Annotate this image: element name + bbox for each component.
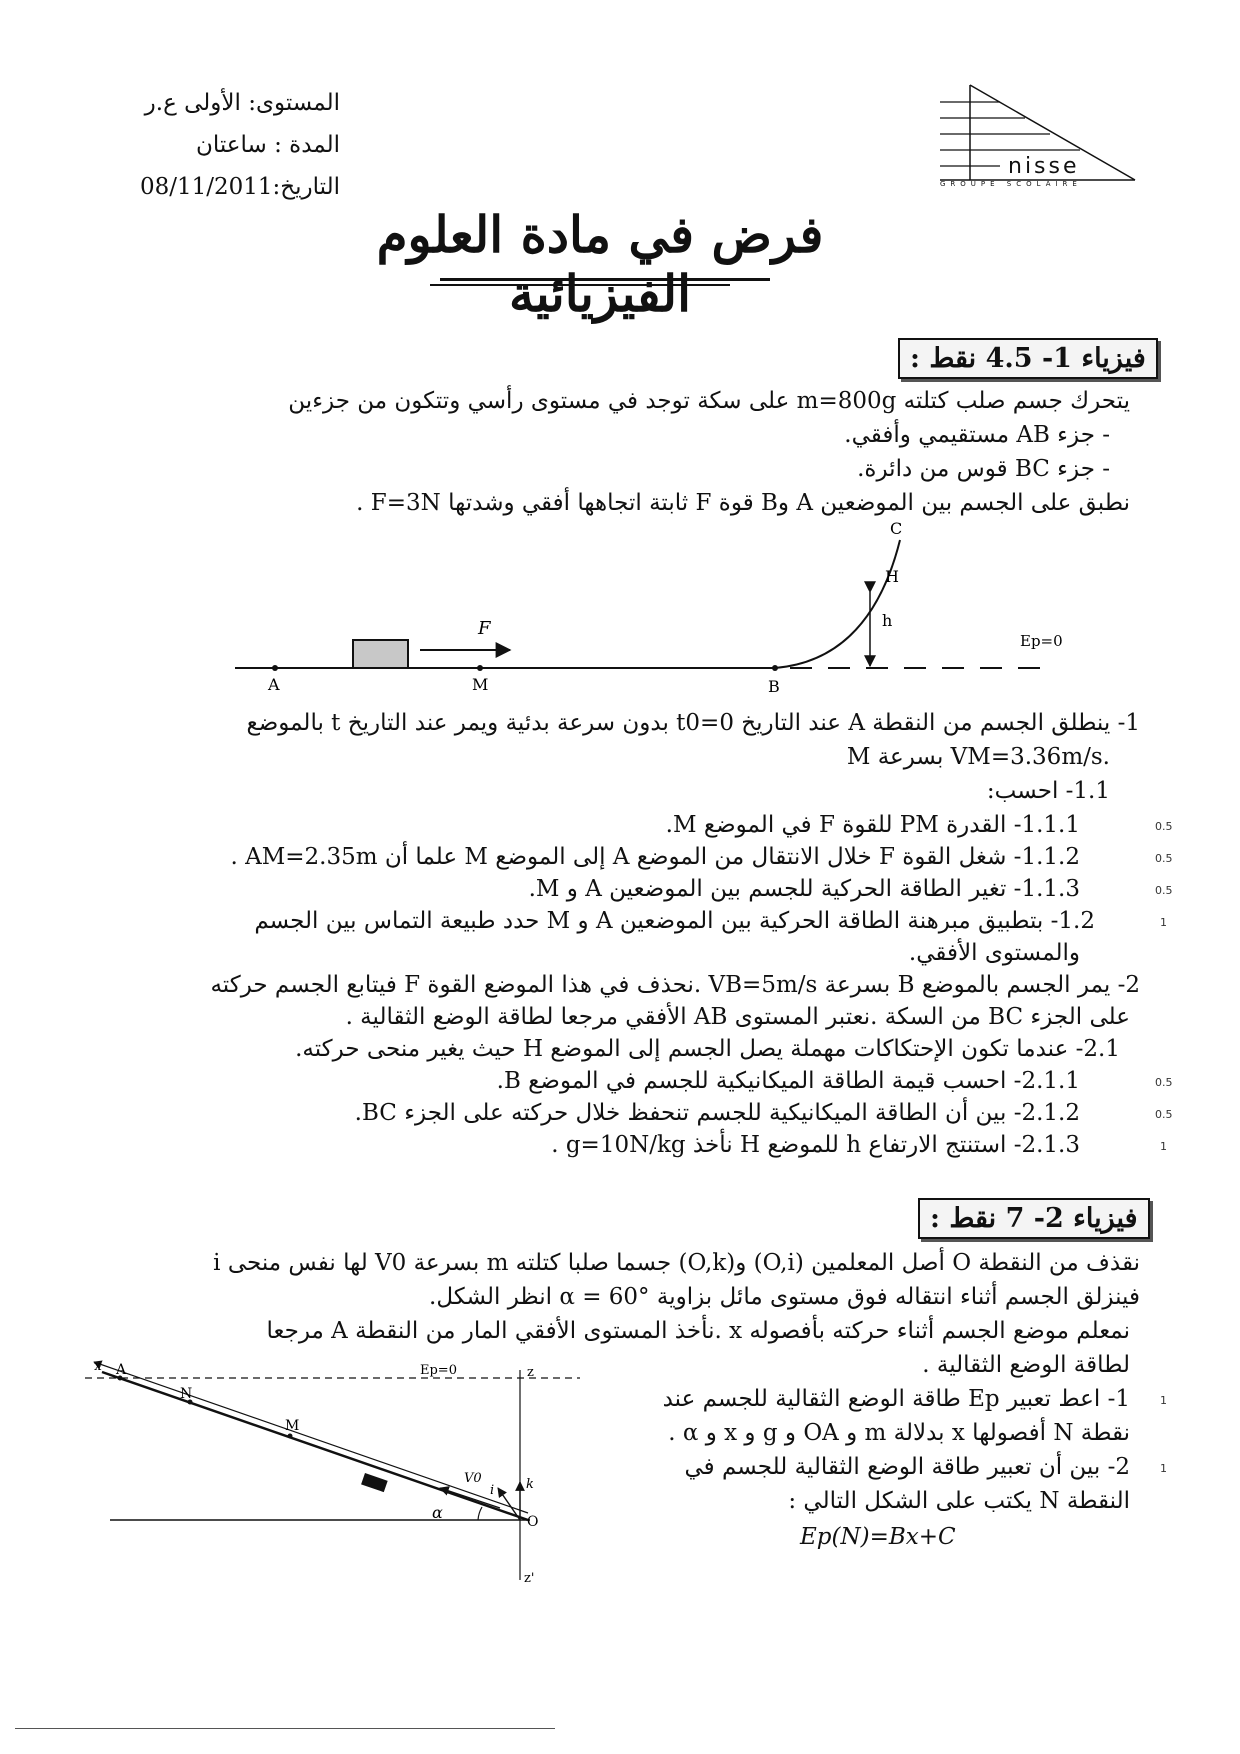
item-1-2: 1.2- بتطبيق مبرهنة الطاقة الحركية بين الموضعين A و M حدد طبيعة التماس بين الجسم bbox=[254, 908, 1095, 934]
school-logo bbox=[940, 80, 1140, 190]
section1-heading: فيزياء 1- 4.5 نقط : bbox=[898, 338, 1158, 379]
footer-rule bbox=[15, 1728, 555, 1729]
s2-q2: 2- بين أن تعبير طاقة الوضع الثقالية للجسم في bbox=[684, 1454, 1130, 1480]
section2-intro-line: فينزلق الجسم أثناء انتقاله فوق مستوى مائل بزاوية α = 60° انظر الشكل. bbox=[429, 1284, 1140, 1310]
s2-pts-2: 1 bbox=[1160, 1462, 1167, 1475]
title-underline bbox=[440, 278, 770, 281]
header-date: التاريخ:08/11/2011 bbox=[139, 174, 340, 200]
item-2-cont: على الجزء BC من السكة .نعتبر المستوى AB الأفقي مرجعا لطاقة الوضع الثقالية . bbox=[345, 1004, 1130, 1030]
solid-block bbox=[353, 640, 408, 668]
pts-1-1-2: 0.5 bbox=[1155, 852, 1173, 865]
section2-intro-line: لطاقة الوضع الثقالية . bbox=[922, 1352, 1130, 1378]
incline-plane bbox=[102, 1372, 528, 1520]
item-2-1-3: 2.1.3- استنتج الارتفاع h للموضع H نأخذ g=10N/kg . bbox=[551, 1132, 1080, 1158]
figure-2-incline bbox=[80, 1359, 600, 1600]
item-1-2-cont: والمستوى الأفقي. bbox=[908, 940, 1080, 966]
label-Ep: Ep=0 bbox=[1020, 632, 1063, 650]
label-h: h bbox=[882, 611, 893, 630]
s2-pts-1: 1 bbox=[1160, 1394, 1167, 1407]
s2-q1: 1- اعط تعبير Ep طاقة الوضع الثقالية للجسم عند bbox=[662, 1386, 1130, 1412]
fig2-label-k: k bbox=[526, 1477, 534, 1492]
label-H: H bbox=[885, 567, 899, 586]
fig2-label-zp: z' bbox=[524, 1571, 535, 1586]
item-2-1-2: 2.1.2- بين أن الطاقة الميكانيكية للجسم تنحفظ خلال حركته على الجزء BC. bbox=[354, 1100, 1080, 1126]
fig2-label-alpha: α bbox=[432, 1503, 443, 1522]
section1-intro-line: - جزء BC قوس من دائرة. bbox=[857, 456, 1110, 482]
label-F: F bbox=[478, 618, 491, 639]
incline-block bbox=[361, 1473, 388, 1492]
x-axis bbox=[94, 1362, 528, 1513]
fig2-label-Ep: Ep=0 bbox=[420, 1363, 457, 1378]
item-1-1-3: 1.1.3- تغير الطاقة الحركية للجسم بين الموضعين A و M. bbox=[528, 876, 1080, 902]
label-M: M bbox=[472, 675, 489, 694]
label-B: B bbox=[768, 677, 780, 696]
header-level: المستوى: الأولى ع.ر bbox=[144, 90, 340, 116]
pts-1-1-1: 0.5 bbox=[1155, 820, 1173, 833]
q11-text: 1.1- احسب: bbox=[986, 778, 1110, 804]
s2-q2-cont: النقطة N يكتب على الشكل التالي : bbox=[788, 1488, 1130, 1514]
label-A: A bbox=[268, 675, 280, 694]
angle-arc bbox=[478, 1507, 482, 1520]
item-1-1-1: 1.1.1- القدرة PM للقوة F في الموضع M. bbox=[665, 812, 1080, 838]
fig2-label-N: N bbox=[180, 1386, 193, 1402]
item-2-1-1: 2.1.1- احسب قيمة الطاقة الميكانيكية للجسم في الموضع B. bbox=[496, 1068, 1080, 1094]
title-underline-2 bbox=[430, 284, 730, 286]
section2-heading: فيزياء 2- 7 نقط : bbox=[918, 1198, 1150, 1239]
s2-formula: Ep(N)=Bx+C bbox=[800, 1524, 956, 1550]
logo-subtitle: GROUPE SCOLAIRE bbox=[940, 180, 1082, 188]
figure-1-track bbox=[220, 520, 1080, 700]
track-bc-arc bbox=[775, 540, 900, 668]
pts-2-1-2: 0.5 bbox=[1155, 1108, 1173, 1121]
section2-intro-line: نقذف من النقطة O أصل المعلمين (O,i) و(O,k) جسما صلبا كتلته m بسرعة V0 لها نفس منحى i bbox=[213, 1250, 1140, 1276]
item-1-1-2: 1.1.2- شغل القوة F خلال الانتقال من الموضع A إلى الموضع M علما أن AM=2.35m . bbox=[230, 844, 1080, 870]
fig2-label-M: M bbox=[285, 1418, 300, 1434]
pts-2-1-3: 1 bbox=[1160, 1140, 1167, 1153]
pts-1-1-3: 0.5 bbox=[1155, 884, 1173, 897]
pts-1-2: 1 bbox=[1160, 916, 1167, 929]
fig2-label-i: i bbox=[490, 1483, 495, 1498]
section2-intro-line: نمعلم موضع الجسم أثناء حركته بأفصوله x .نأخذ المستوى الأفقي المار من النقطة A مرجعا bbox=[266, 1318, 1130, 1344]
label-C: C bbox=[890, 519, 903, 538]
s2-q1-cont: نقطة N أفصولها x بدلالة m و OA و g و x و α . bbox=[668, 1420, 1130, 1446]
fig2-label-A: A bbox=[116, 1362, 127, 1378]
fig2-label-z: z bbox=[527, 1365, 534, 1380]
fig2-label-x: x bbox=[94, 1359, 102, 1374]
logo-name: nisse bbox=[1008, 154, 1080, 179]
item-2: 2- يمر الجسم بالموضع B بسرعة VB=5m/s .نحذف في هذا الموضع القوة F فيتابع الجسم حركته bbox=[210, 972, 1140, 998]
pts-2-1-1: 0.5 bbox=[1155, 1076, 1173, 1089]
page-title: فرض في مادة العلوم الفيزيائية bbox=[376, 205, 824, 323]
section1-intro-line: يتحرك جسم صلب كتلته m=800g على سكة توجد في مستوى رأسي وتتكون من جزءين bbox=[288, 388, 1130, 414]
fig2-label-V0: V0 bbox=[464, 1471, 482, 1486]
item-2-1: 2.1- عندما تكون الإحتكاكات مهملة يصل الجسم إلى الموضع H حيث يغير منحى حركته. bbox=[295, 1036, 1120, 1062]
section1-intro-line: - جزء AB مستقيمي وأفقي. bbox=[844, 422, 1110, 448]
fig2-label-O: O bbox=[527, 1514, 539, 1530]
header-duration: المدة : ساعتان bbox=[195, 132, 340, 158]
q1-text-cont: M بسرعة VM=3.36m/s. bbox=[846, 744, 1110, 770]
q1-text: 1- ينطلق الجسم من النقطة A عند التاريخ t0=0 بدون سرعة بدئية ويمر عند التاريخ t بالموضع bbox=[246, 710, 1140, 736]
section1-intro-line: نطبق على الجسم بين الموضعين A وB قوة F ثابتة اتجاهها أفقي وشدتها F=3N . bbox=[356, 490, 1130, 516]
